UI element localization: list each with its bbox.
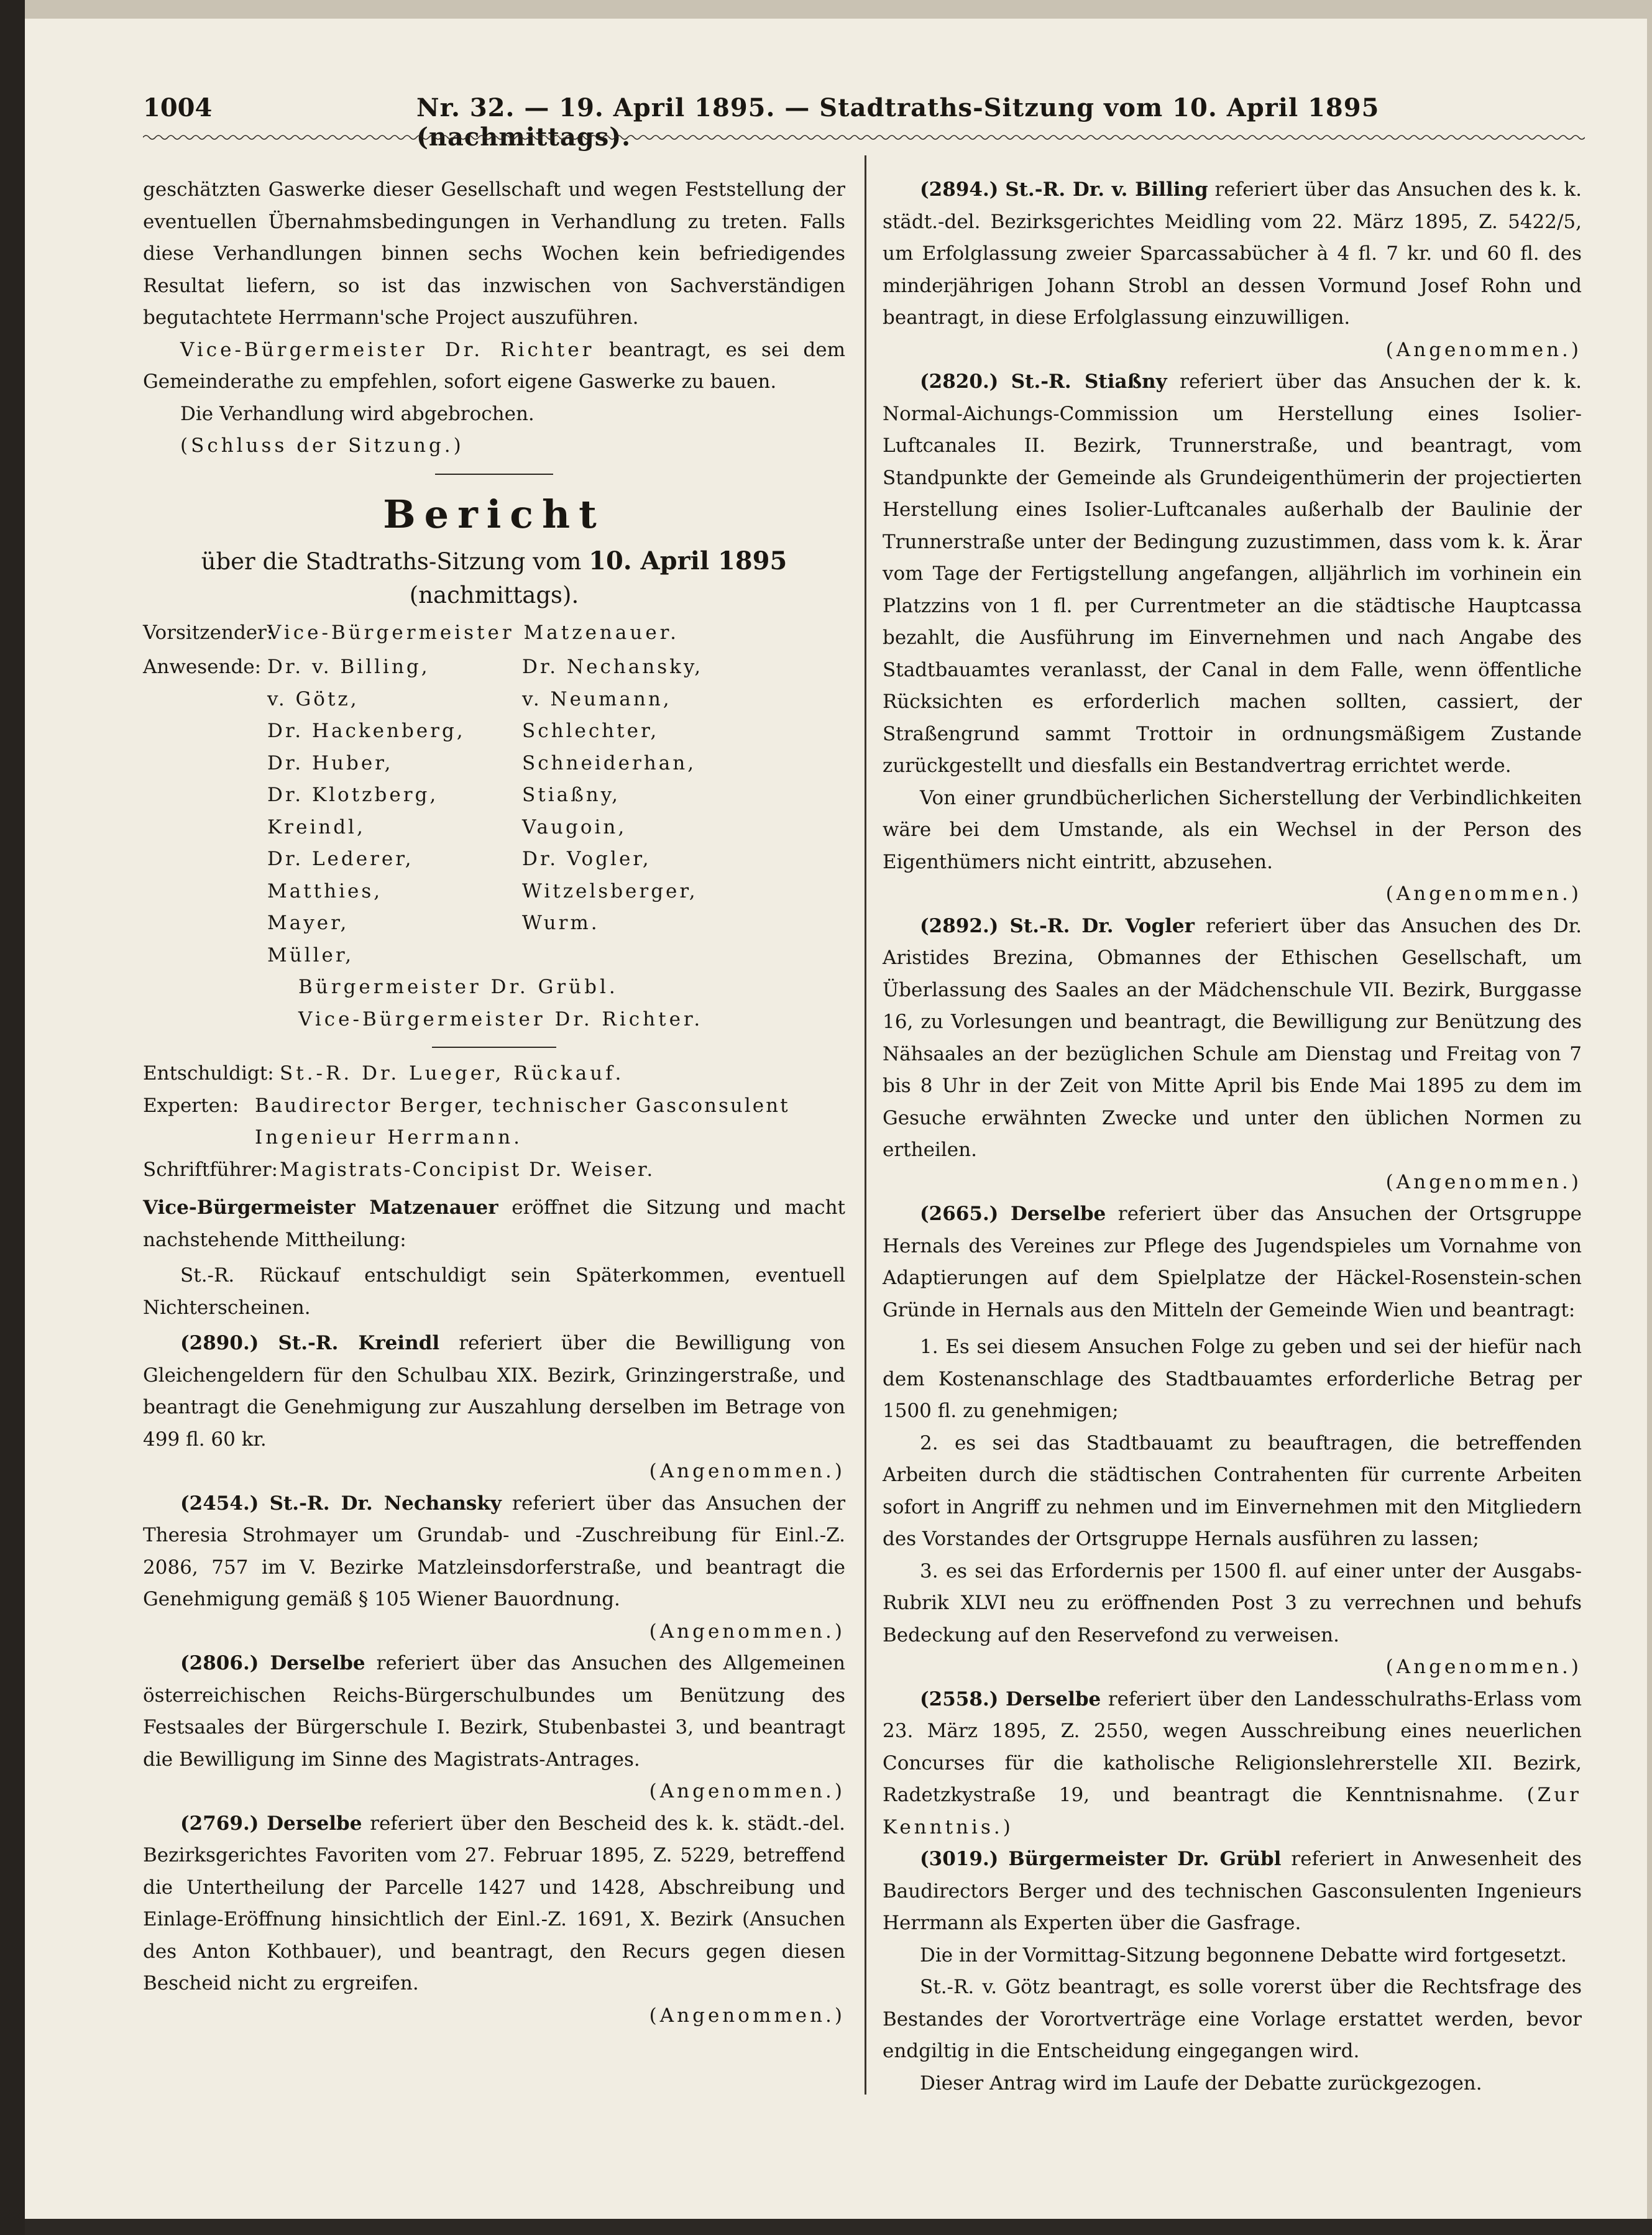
item-number: (2890.) xyxy=(180,1332,259,1354)
intro-paragraph: geschätzten Gaswerke dieser Gesellschaft und wegen Feststellung der eventuellen Übernahmsbedingungen in Verhandlung zu treten. Falls diese Verhandlungen binnen sechs Wochen kein befriedigendes Resultat liefern, so ist das inzwischen von Sachverständigen begutachtete Herrmann'sche Project auszuführen. xyxy=(143,178,845,329)
schriftfuehrer-label: Schriftführer: xyxy=(143,1158,278,1181)
ueber-suffix: (nachmittags). xyxy=(409,581,579,608)
item-result: (Angenommen.) xyxy=(649,1620,845,1643)
item-speaker: Derselbe xyxy=(267,1812,362,1835)
list-item: 1. Es sei diesem Ansuchen Folge zu geben und sei der hiefür nach dem Kostenanschlage des Stadtbauamtes erforderliche Betrag per 1500 fl. zu genehmigen; xyxy=(883,1336,1582,1422)
attendee: Dr. Lederer, xyxy=(267,848,414,870)
item-number: (2806.) xyxy=(180,1652,259,1674)
vice-richter-name: Vice-Bürgermeister Dr. Richter xyxy=(180,338,595,361)
attendee: Dr. Huber, xyxy=(267,751,393,774)
attendee: Stiaßny, xyxy=(522,784,621,806)
vice-richter-text: beantragt, es sei dem Gemeinderathe zu empfehlen, sofort eigene Gaswerke zu bauen. xyxy=(143,338,845,393)
item-text: referiert in Anwesenheit des Baudirectors Berger und des technischen Gasconsulenten Ingenieurs Herrmann als Experten über die Gasfrage. xyxy=(883,1848,1582,1934)
opening-text: eröffnet die Sitzung und macht nachstehende Mittheilung: xyxy=(143,1196,845,1251)
page-number: 1004 xyxy=(143,93,213,122)
vice-richter-paragraph xyxy=(143,334,845,398)
experten-label: Experten: xyxy=(143,1094,239,1117)
scan-edge-bottom xyxy=(25,2219,1652,2235)
entschuldigt-value: St.-R. Dr. Lueger, Rückauf. xyxy=(280,1062,625,1085)
entschuldigt-label: Entschuldigt: xyxy=(143,1062,274,1085)
attendee: Vaugoin, xyxy=(522,815,627,838)
item-speaker: St.-R. Dr. v. Billing xyxy=(1005,178,1208,201)
agenda-item xyxy=(143,1328,845,1456)
item-number: (2894.) xyxy=(920,178,999,201)
bericht-subtitle xyxy=(143,544,845,612)
attendee: Mayer, xyxy=(267,912,349,934)
vorsitz-line xyxy=(143,617,845,649)
item-text: referiert über das Ansuchen des Dr. Aristides Brezina, Obmannes der Ethischen Gesellschaft, um Überlassung des Saales an der Mädchenschule VII. Bezirk, Burggasse 16, zu Vorlesungen und beantragt, die Bewilligung zur Benützung des Nähsaales an der bezüglichen Schule am Dienstag und Freitag von 7 bis 8 Uhr in der Zeit von Mitte April bis Ende Mai 1895 zu dem im Gesuche erwähnten Zwecke und unter den üblichen Normen zu ertheilen. xyxy=(883,914,1582,1161)
column-divider xyxy=(865,155,866,2095)
agenda-item xyxy=(883,1843,1582,1940)
left-column xyxy=(143,174,845,2032)
item-speaker: St.-R. Kreindl xyxy=(278,1332,440,1354)
item-speaker: St.-R. Dr. Vogler xyxy=(1009,914,1195,937)
schluss: (Schluss der Sitzung.) xyxy=(180,434,464,457)
attendee: v. Neumann, xyxy=(522,687,672,710)
scan-edge-left xyxy=(0,0,25,2235)
goetz-paragraph: St.-R. v. Götz beantragt, es solle vorerst über die Rechtsfrage des Bestandes der Vorortverträge eine Vorlage erstattet werden, bevor endgiltig in die Entscheidung eingegangen wird. xyxy=(883,1976,1582,2062)
debate-paragraph: Die in der Vormittag-Sitzung begonnene Debatte wird fortgesetzt. xyxy=(920,1944,1567,1967)
agenda-item xyxy=(883,1198,1582,1326)
item-result: (Angenommen.) xyxy=(649,2004,845,2027)
list-item: 3. es sei das Erfordernis per 1500 fl. auf einer unter der Ausgabs-Rubrik XLVI neu zu eröffnenden Post 3 zu verrechnen und behufs Bedeckung auf den Reservefond zu verweisen. xyxy=(883,1559,1582,1646)
attendees-grid xyxy=(143,651,845,971)
ueber-date: 10. April 1895 xyxy=(589,546,787,576)
schriftfuehrer-line xyxy=(143,1154,845,1186)
attendee: Dr. Vogler, xyxy=(522,848,651,870)
item-number: (2558.) xyxy=(920,1687,999,1710)
attendee: Dr. Hackenberg, xyxy=(267,720,466,742)
attendee: Dr. v. Billing, xyxy=(267,656,430,678)
agenda-item xyxy=(883,911,1582,1167)
attendee: Schlechter, xyxy=(522,720,659,742)
right-column xyxy=(883,174,1582,2100)
attendee: Kreindl, xyxy=(267,815,365,838)
item-number: (3019.) xyxy=(920,1848,999,1870)
item-number: (2454.) xyxy=(180,1492,259,1515)
agenda-item xyxy=(883,366,1582,782)
item-speaker: Derselbe xyxy=(270,1652,365,1674)
abgebrochen: Die Verhandlung wird abgebrochen. xyxy=(180,402,535,425)
item-text: referiert über die Bewilligung von Gleichengeldern für den Schulbau XIX. Bezirk, Grinzingerstraße, und beantragt die Genehmigung zur Auszahlung derselben im Betrage von 499 fl. 60 kr. xyxy=(143,1332,845,1451)
header-wavy-rule xyxy=(143,133,1585,142)
attendee: Dr. Klotzberg, xyxy=(267,784,439,806)
section-rule xyxy=(435,474,553,475)
agenda-item xyxy=(143,1648,845,1776)
item-number: (2820.) xyxy=(920,370,999,393)
item-number: (2665.) xyxy=(920,1203,999,1225)
item-extra: Von einer grundbücherlichen Sicherstellung der Verbindlichkeiten wäre bei dem Umstande, als ein Wechsel in der Person des Eigenthümers nicht eintritt, abzusehen. xyxy=(883,786,1582,873)
item-speaker: Bürgermeister Dr. Grübl xyxy=(1008,1848,1282,1870)
agenda-item xyxy=(143,1488,845,1616)
entschuldigt-line xyxy=(143,1058,845,1090)
item-speaker: Derselbe xyxy=(1005,1687,1101,1710)
attendee: Dr. Nechansky, xyxy=(522,656,704,678)
section-rule xyxy=(432,1047,556,1048)
withdrawn-paragraph: Dieser Antrag wird im Laufe der Debatte zurückgezogen. xyxy=(920,2072,1482,2095)
experten-value-2: Ingenieur Herrmann. xyxy=(255,1126,523,1149)
opening-name: Vice-Bürgermeister Matzenauer xyxy=(143,1196,498,1219)
item-text: referiert über den Bescheid des k. k. städt.-del. Bezirksgerichtes Favoriten vom 27. Februar 1895, Z. 5229, betreffend die Untertheilung der Parcelle 1427 und 1428, Abschreibung und Einlage-Eröffnung hinsichtlich der Einl.-Z. 1691, X. Bezirk (Ansuchen des Anton Kothbauer), und beantragt, den Recurs gegen diesen Bescheid nicht zu ergreifen. xyxy=(143,1812,846,1994)
item-speaker: St.-R. Stiaßny xyxy=(1011,370,1167,393)
item-result: (Angenommen.) xyxy=(1385,338,1582,361)
running-title: Nr. 32. — 19. April 1895. — Stadtraths-Sitzung vom 10. April 1895 (nachmittags). xyxy=(416,93,1380,152)
attendee: Wurm. xyxy=(522,912,600,934)
item-number: (2769.) xyxy=(180,1812,259,1835)
vorsitz-value: Vice-Bürgermeister Matzenauer. xyxy=(267,621,679,644)
agenda-item xyxy=(883,174,1582,334)
item-result: (Angenommen.) xyxy=(1385,1170,1582,1193)
item-number: (2892.) xyxy=(920,914,999,937)
attendee: Matthies, xyxy=(267,879,383,902)
item-result: (Angenommen.) xyxy=(649,1780,845,1802)
attendee: Schneiderhan, xyxy=(522,751,697,774)
bericht-title: Bericht xyxy=(383,491,605,537)
agenda-item xyxy=(143,1808,845,2000)
ueber-prefix: über die Stadtraths-Sitzung vom xyxy=(201,548,582,575)
anwesende-label: Anwesende: xyxy=(143,656,262,678)
opening-paragraph xyxy=(143,1192,845,1256)
item-result: (Angenommen.) xyxy=(649,1460,845,1482)
buergermeister-line: Bürgermeister Dr. Grübl. xyxy=(298,976,618,998)
item-text: referiert über den Landesschulraths-Erlass vom 23. März 1895, Z. 2550, wegen Ausschreibung eines neuerlichen Concurses für die katholische Religionslehrerstelle XII. Bezirk, Radetzkystraße 19, und beantragt die Kenntnisnahme. xyxy=(883,1687,1582,1806)
schriftfuehrer-value: Magistrats-Concipist Dr. Weiser. xyxy=(280,1158,655,1181)
experten-line xyxy=(143,1090,845,1122)
agenda-item xyxy=(883,1684,1582,1844)
attendee: v. Götz, xyxy=(267,687,359,710)
experten-value: Baudirector Berger, technischer Gasconsulent xyxy=(255,1094,790,1117)
list-item: 2. es sei das Stadtbauamt zu beauftragen, die betreffenden Arbeiten durch die städtischen Contrahenten für currente Arbeiten sofort in Angriff zu nehmen und im Einvernehmen mit den Mitgliedern des Vorstandes der Ortsgruppe Hernals ausführen zu lassen; xyxy=(883,1431,1582,1550)
item-text: referiert über das Ansuchen des k. k. städt.-del. Bezirksgerichtes Meidling vom 22. März 1895, Z. 5422/5, um Erfolglassung zweier Sparcassabücher à 4 fl. 7 kr. und 60 fl. des minderjährigen Johann Strobl an dessen Vormund Josef Rohn und beantragt, in diese Erfolglassung einzuwilligen. xyxy=(883,178,1582,329)
item-speaker: St.-R. Dr. Nechansky xyxy=(269,1492,502,1515)
rueckauf-paragraph: St.-R. Rückauf entschuldigt sein Späterkommen, eventuell Nichterscheinen. xyxy=(143,1264,845,1319)
attendee xyxy=(522,940,783,972)
running-header xyxy=(112,93,1585,152)
attendee: Witzelsberger, xyxy=(522,879,698,902)
attendee: Müller, xyxy=(267,943,354,966)
vicebuergermeister-line: Vice-Bürgermeister Dr. Richter. xyxy=(298,1007,704,1030)
item-result: (Angenommen.) xyxy=(1385,883,1582,905)
item-speaker: Derselbe xyxy=(1010,1203,1106,1225)
item-text: referiert über das Ansuchen der Ortsgruppe Hernals des Vereines zur Pflege des Jugendspieles um Vornahme von Adaptierungen auf dem Spielplatze der Häckel-Rosenstein-schen Gründe in Hernals aus den Mitteln der Gemeinde Wien und beantragt: xyxy=(883,1203,1582,1321)
item-text: referiert über das Ansuchen des Allgemeinen österreichischen Reichs-Bürgerschulbundes um Benützung des Festsaales der Bürgerschule I. Bezirk, Stubenbastei 3, und beantragt die Bewilligung im Sinne des Magistrats-Antrages. xyxy=(143,1652,845,1771)
item-text: referiert über das Ansuchen der Theresia Strohmayer um Grundab- und -Zuschreibung für Einl.-Z. 2086, 757 im V. Bezirke Matzleinsdorferstraße, und beantragt die Genehmigung gemäß § 105 Wiener Bauordnung. xyxy=(143,1492,846,1610)
item-result: (Zur Kenntnis.) xyxy=(883,1784,1582,1838)
vorsitz-label: Vorsitzender: xyxy=(143,621,273,644)
item-result: (Angenommen.) xyxy=(1385,1656,1582,1678)
item-text: referiert über das Ansuchen der k. k. Normal-Aichungs-Commission um Herstellung eines Isolier-Luftcanales II. Bezirk, Trunnerstraße, und beantragt, vom Standpunkte der Gemeinde als Grundeigenthümerin der projectierten Herstellung eines Isolier-Luftcanales außerhalb der Baulinie der Trunnerstraße unter der Bedingung zuzustimmen, dass vom k. k. Ärar vom Tage der Fertigstellung angefangen, alljährlich im vorhinein ein Platzzins von 1 fl. per Currentmeter an die städtische Hauptcassa bezahlt, die Ausführung im Einvernehmen und nach Angabe des Stadtbauamtes veranlasst, der Canal in dem Falle, wenn öffentliche Rücksichten es erforderlich machen sollten, cassiert, der Straßengrund sammt Trottoir in ordnungsmäßigem Zustande zurückgestellt und diesfalls ein Bestandvertrag errichtet werde. xyxy=(883,370,1582,777)
